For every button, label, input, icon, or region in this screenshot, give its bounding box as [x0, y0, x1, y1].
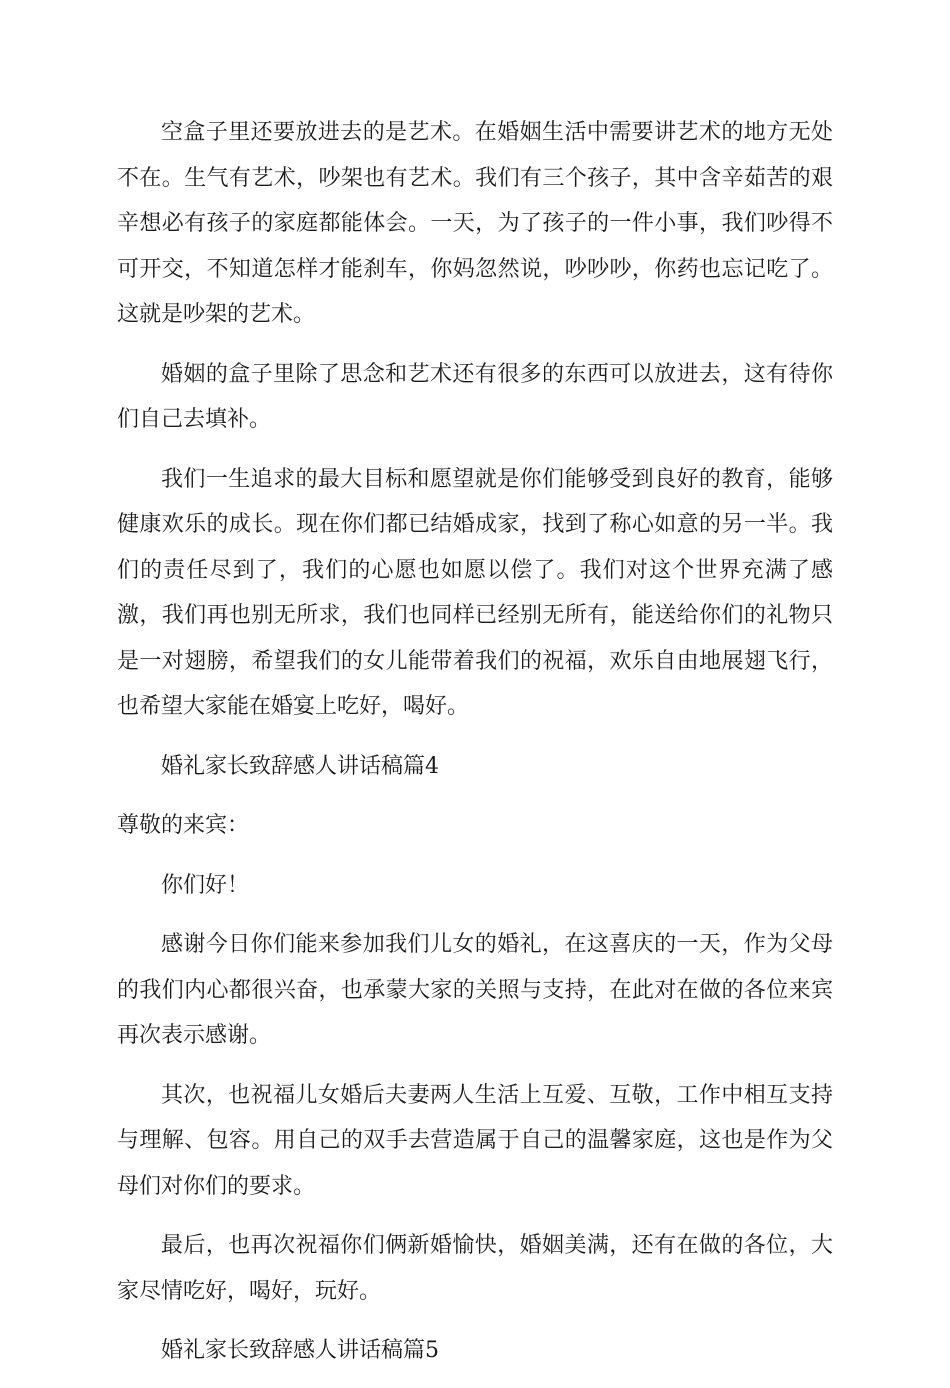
paragraph-closing: 最后，也再次祝福你们俩新婚愉快，婚姻美满，还有在做的各位，大家尽情吃好，喝好，玩好。 — [117, 1233, 833, 1304]
section-heading-5: 婚礼家长致辞感人讲话稿篇5 — [161, 1338, 439, 1363]
greeting: 你们好！ — [161, 872, 250, 898]
salutation: 尊敬的来宾： — [117, 813, 250, 838]
paragraph-goals: 我们一生追求的最大目标和愿望就是你们能够受到良好的教育，能够健康欢乐的成长。现在你们都已结婚成家，找到了称心如意的另一半。我们的责任尽到了，我们的心愿也如愿以偿了。我们对这个世界充满了感激，我们再也别无所求，我们也同样已经别无所有，能送给你们的礼物只是一对翅膀，希望我们的女儿能带着我们的祝福，欢乐自由地展翅飞行，也希望大家能在婚宴上吃好，喝好。 — [117, 466, 833, 719]
section-heading-4: 婚礼家长致辞感人讲话稿篇4 — [161, 753, 439, 779]
paragraph-thanks: 感谢今日你们能来参加我们儿女的婚礼，在这喜庆的一天，作为父母的我们内心都很兴奋，也承蒙大家的关照与支持，在此对在做的各位来宾再次表示感谢。 — [117, 932, 833, 1048]
paragraph-art: 空盒子里还要放进去的是艺术。在婚姻生活中需要讲艺术的地方无处不在。生气有艺术，吵架也有艺术。我们有三个孩子，其中含辛茹苦的艰辛想必有孩子的家庭都能体会。一天，为了孩子的一件小事，我们吵得不可开交，不知道怎样才能刹车，你妈忽然说，吵吵吵，你药也忘记吃了。这就是吵架的艺术。 — [117, 120, 833, 327]
paragraph-marriage-box: 婚姻的盒子里除了思念和艺术还有很多的东西可以放进去，这有待你们自己去填补。 — [117, 361, 833, 432]
document-body — [117, 110, 833, 1388]
paragraph-blessing: 其次，也祝福儿女婚后夫妻两人生活上互爱、互敬，工作中相互支持与理解、包容。用自己的双手去营造属于自己的温馨家庭，这也是作为父母们对你们的要求。 — [117, 1082, 833, 1199]
